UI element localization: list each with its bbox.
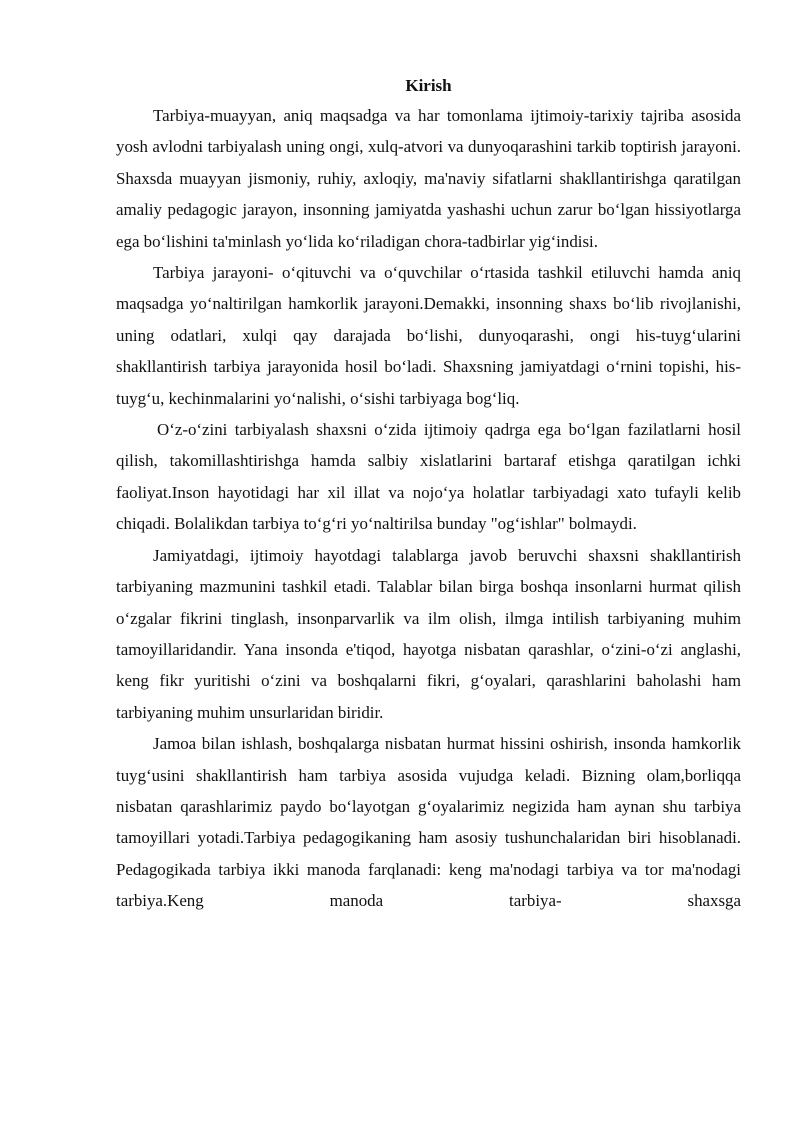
- document-page: [116, 74, 741, 917]
- paragraph-3: O‘z-o‘zini tarbiyalash shaxsni o‘zida ijtimoiy qadrga ega bo‘lgan fazilatlarni hosil qilish, takomillashtirishga hamda salbiy xislatlarini bartaraf etishga qaratilgan ichki faoliyat.Inson hayotidagi har xil illat va nojo‘ya holatlar tarbiyadagi xato tufayli kelib chiqadi. Bolalikdan tarbiya to‘g‘ri yo‘naltirilsa bunday "og‘ishlar" bolmaydi.: [116, 420, 741, 534]
- paragraph-1: Tarbiya-muayyan, aniq maqsadga va har tomonlama ijtimoiy-tarixiy tajriba asosida yosh avlodni tarbiyalash uning ongi, xulq-atvori va dunyoqarashini tarkib toptirish jarayoni. Shaxsda muayyan jismoniy, ruhiy, axloqiy, ma'naviy sifatlarni shakllantirishga qaratilgan amaliy pedagogic jarayon, insonning jamiyatda yashashi uchun zarur bo‘lgan hissiyotlarga ega bo‘lishini ta'minlash yo‘lida ko‘riladigan chora-tadbirlar yig‘indisi.: [116, 106, 741, 251]
- paragraph-4: Jamiyatdagi, ijtimoiy hayotdagi talablarga javob beruvchi shaxsni shakllantirish tarbiyaning mazmunini tashkil etadi. Talablar bilan birga boshqa insonlarni hurmat qilish o‘zgalar fikrini tinglash, insonparvarlik va ilm olish, ilmga intilish tarbiyaning muhim tamoyillaridandir. Yana insonda e'tiqod, hayotga nisbatan qarashlar, o‘zini-o‘zi anglashi, keng fikr yuritishi o‘zini va boshqalarni fikri, g‘oyalari, qarashlarini baholashi ham tarbiyaning muhim unsurlaridan biridir.: [116, 545, 741, 722]
- document-title: Kirish: [405, 76, 452, 95]
- paragraph-2: Tarbiya jarayoni- o‘qituvchi va o‘quvchilar o‘rtasida tashkil etiluvchi hamda aniq maqsadga yo‘naltirilgan hamkorlik jarayoni.Demakki, insonning shaxs bo‘lib rivojlanishi, uning odatlari, xulqi qay darajada bo‘lishi, dunyoqarashi, ongi his-tuyg‘ularini shakllantirish tarbiya jarayonida hosil bo‘ladi. Shaxsning jamiyatdagi o‘rnini topishi, his-tuyg‘u, kechinmalarini yo‘nalishi, o‘sishi tarbiyaga bog‘liq.: [116, 263, 741, 408]
- paragraph-5: Jamoa bilan ishlash, boshqalarga nisbatan hurmat hissini oshirish, insonda hamkorlik tuyg‘usini shakllantirish ham tarbiya asosida vujudga keladi. Bizning olam,borliqqa nisbatan qarashlarimiz paydo bo‘layotgan g‘oyalarimiz negizida ham aynan shu tarbiya tamoyillari yotadi.Tarbiya pedagogikaning ham asosiy tushunchalaridan biri hisoblanadi. Pedagogikada tarbiya ikki manoda farqlanadi: keng ma'nodagi tarbiya va tor ma'nodagi tarbiya.Keng manoda tarbiya- shaxsga: [116, 734, 741, 911]
